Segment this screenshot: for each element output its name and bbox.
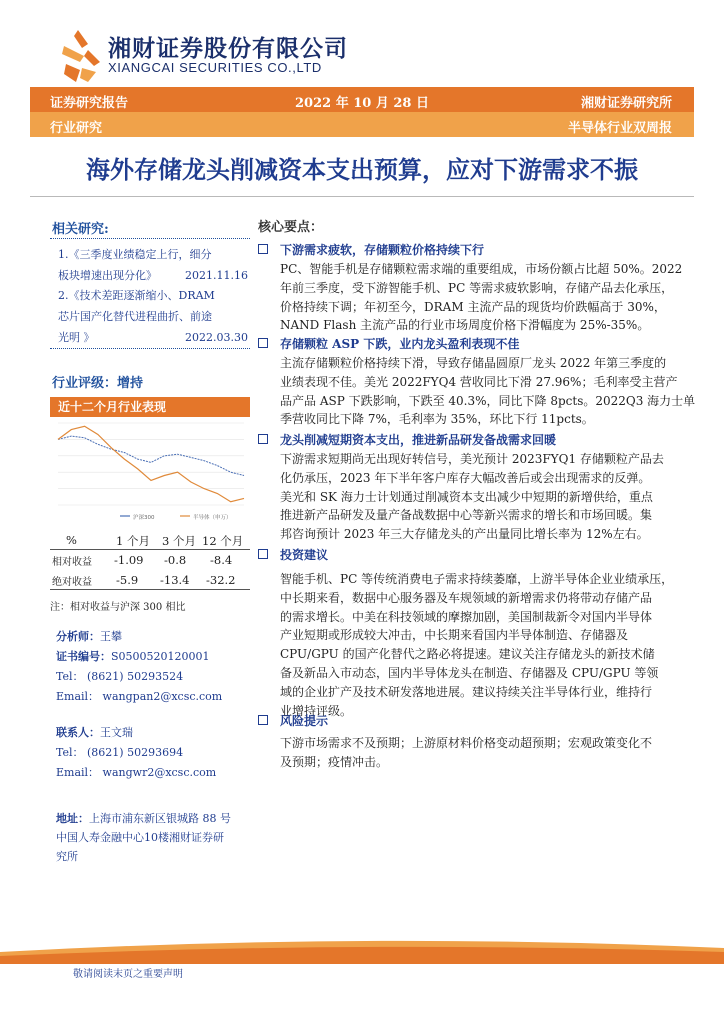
- table-cell: -32.2: [206, 573, 236, 587]
- table-cell: -8.4: [210, 553, 233, 567]
- section-paragraph: 智能手机、PC 等传统消费电子需求持续萎靡，上游半导体企业业绩承压， 中长期来看，数据中心服务器及车规领域的新增需求仍将带动存储产品 的需求增长。中美在科技领域的摩擦加剧，美国制裁新令对国内半导体 产业短期或形成较大冲击，中长期来看国内半导体制造、存储器及 CPU/GPU 的国产化替代之路必将提速。建议关注存储龙头的新技术储 备及新品入市动态，国内半导体龙头在制造、存储器及 CPU/GPU 等领 域的企业扩产及技术研发落地进展。建议持续关注半导体行业，维持行 业增持评级。: [280, 572, 674, 718]
- analyst-name: 分析师：王攀: [56, 630, 122, 643]
- section-paragraph: PC、智能手机是存储颗粒需求端的重要组成，市场份额占比超 50%。2022 年前三季度，受下游智能手机、PC 等需求疲软影响，存储产品去化承压， 价格持续下调；年初至今，DRAM 主流产品的现货均价跌幅高于 30%， NAND Flash 主流产品的行业市场周度价格下滑幅度为 25%-35%。: [280, 262, 683, 333]
- title-divider: [30, 196, 694, 197]
- related-item-date: 2021.11.16: [185, 269, 248, 282]
- report-date: 2022 年 10 月 28 日: [295, 96, 429, 111]
- table-header: 1 个月: [116, 534, 150, 548]
- related-item-line: 板块增速出现分化》: [58, 269, 157, 282]
- checkbox-bullet-icon: [258, 715, 268, 725]
- contact-tel: Tel： (8621) 50293694: [56, 746, 184, 759]
- related-item[interactable]: [58, 244, 248, 286]
- checkbox-bullet-icon: [258, 338, 268, 348]
- table-note: 注：相对收益与沪深 300 相比: [50, 602, 186, 613]
- section-paragraph: 主流存储颗粒价格持续下滑，导致存储晶圆原厂龙头 2022 年第三季度的 业绩表现不佳。美光 2022FYQ4 营收同比下滑 27.96%；毛利率受主营产 品产品 ASP 下跌影响，下跌至 40.3%，同比下降 8pcts。2022Q3 海力士单 季营收同比下降 7%，毛利率为 35%，环比下行 11pcts。: [280, 356, 696, 427]
- performance-chart: [50, 397, 250, 525]
- section-paragraph: 下游需求短期尚无出现好转信号，美光预计 2023FYQ1 存储颗粒产品去 化仍承压，2023 年下半年客户库存大幅改善后或会出现需求的反弹。 美光和 SK 海力士计划通过削减资本支出减少中短期的新增供给，重点 推进新产品研发及量产备战数据中心等新兴需求的增长和市场回暖。集 邦咨询预计 2023 年三大存储龙头的产出量同比增长率为 12%左右。: [280, 452, 664, 542]
- table-row-label: 绝对收益: [52, 577, 92, 588]
- related-divider-top: [50, 238, 250, 239]
- table-row-label: 相对收益: [52, 557, 92, 568]
- related-item-line: 芯片国产化替代进程曲折、前途: [58, 310, 212, 323]
- report-info-bar: [30, 87, 694, 112]
- table-header-row: [50, 530, 250, 550]
- table-row: [50, 570, 250, 590]
- related-item-line: 光明 》: [58, 331, 95, 344]
- related-divider-bottom: [50, 348, 250, 349]
- table-cell: -1.09: [114, 553, 144, 567]
- report-category: 行业研究: [50, 121, 103, 136]
- related-item[interactable]: [58, 285, 248, 348]
- analyst-cert: 证书编号：S0500520120001: [56, 650, 210, 663]
- checkbox-bullet-icon: [258, 549, 268, 559]
- company-logo-icon: [58, 28, 104, 84]
- footer-disclaimer[interactable]: 敬请阅读末页之重要声明: [73, 969, 183, 980]
- address-line: 究所: [56, 850, 78, 863]
- section-paragraph: 下游市场需求不及预期；上游原材料价格变动超预期；宏观政策变化不 及预期；疫情冲击。: [280, 736, 653, 769]
- section-heading: 龙头削减短期资本支出，推进新品研发备战需求回暖: [280, 433, 557, 447]
- section-heading: 投资建议: [280, 548, 329, 562]
- table-row: [50, 550, 250, 570]
- contact-name: 联系人：王文瑞: [56, 726, 133, 739]
- analyst-email[interactable]: Email： wangpan2@xcsc.com: [56, 690, 223, 703]
- report-series: 半导体行业双周报: [567, 121, 672, 136]
- section-heading: 存储颗粒 ASP 下跌，业内龙头盈利表现不佳: [280, 337, 520, 351]
- company-name-en: XIANGCAI SECURITIES CO.,LTD: [108, 60, 322, 75]
- industry-rating: 行业评级：增持: [52, 376, 144, 391]
- section-heading: 风险提示: [280, 714, 329, 728]
- chart-title: 近十二个月行业表现: [50, 397, 250, 417]
- section-heading: 下游需求疲软，存储颗粒价格持续下行: [280, 243, 485, 257]
- legend-label: 半导体（申万）: [193, 515, 232, 521]
- address-line: 中国人寿金融中心10楼湘财证券研: [56, 831, 224, 844]
- related-item-line: 2.《技术差距逐渐缩小、DRAM: [58, 289, 215, 302]
- core-points-title: 核心要点：: [258, 220, 324, 235]
- address-line: 地址：上海市浦东新区银城路 88 号: [56, 812, 231, 825]
- analyst-tel: Tel： (8621) 50293524: [56, 670, 184, 683]
- related-item-date: 2022.03.30: [185, 331, 248, 344]
- table-header: %: [66, 533, 77, 547]
- table-cell: -5.9: [116, 573, 139, 587]
- footer-decoration: [0, 938, 724, 964]
- checkbox-bullet-icon: [258, 244, 268, 254]
- legend-label: 沪深300: [133, 515, 155, 521]
- related-research-heading: 相关研究:: [52, 222, 109, 237]
- table-header: 12 个月: [202, 534, 244, 548]
- report-category-bar: [30, 112, 694, 137]
- report-title: 海外存储龙头削减资本支出预算，应对下游需求不振: [86, 156, 638, 184]
- company-name-cn: 湘财证券股份有限公司: [108, 36, 348, 62]
- performance-table: [50, 530, 250, 613]
- institute-name: 湘财证券研究所: [580, 96, 672, 111]
- report-type: 证券研究报告: [50, 96, 129, 111]
- related-item-line: 1.《三季度业绩稳定上行，细分: [58, 248, 212, 261]
- series-line-semiconductor: [58, 426, 244, 501]
- contact-email[interactable]: Email： wangwr2@xcsc.com: [56, 766, 217, 779]
- table-cell: -0.8: [164, 553, 187, 567]
- chart-plot: [50, 417, 250, 525]
- table-cell: -13.4: [160, 573, 190, 587]
- table-header: 3 个月: [162, 534, 196, 548]
- checkbox-bullet-icon: [258, 434, 268, 444]
